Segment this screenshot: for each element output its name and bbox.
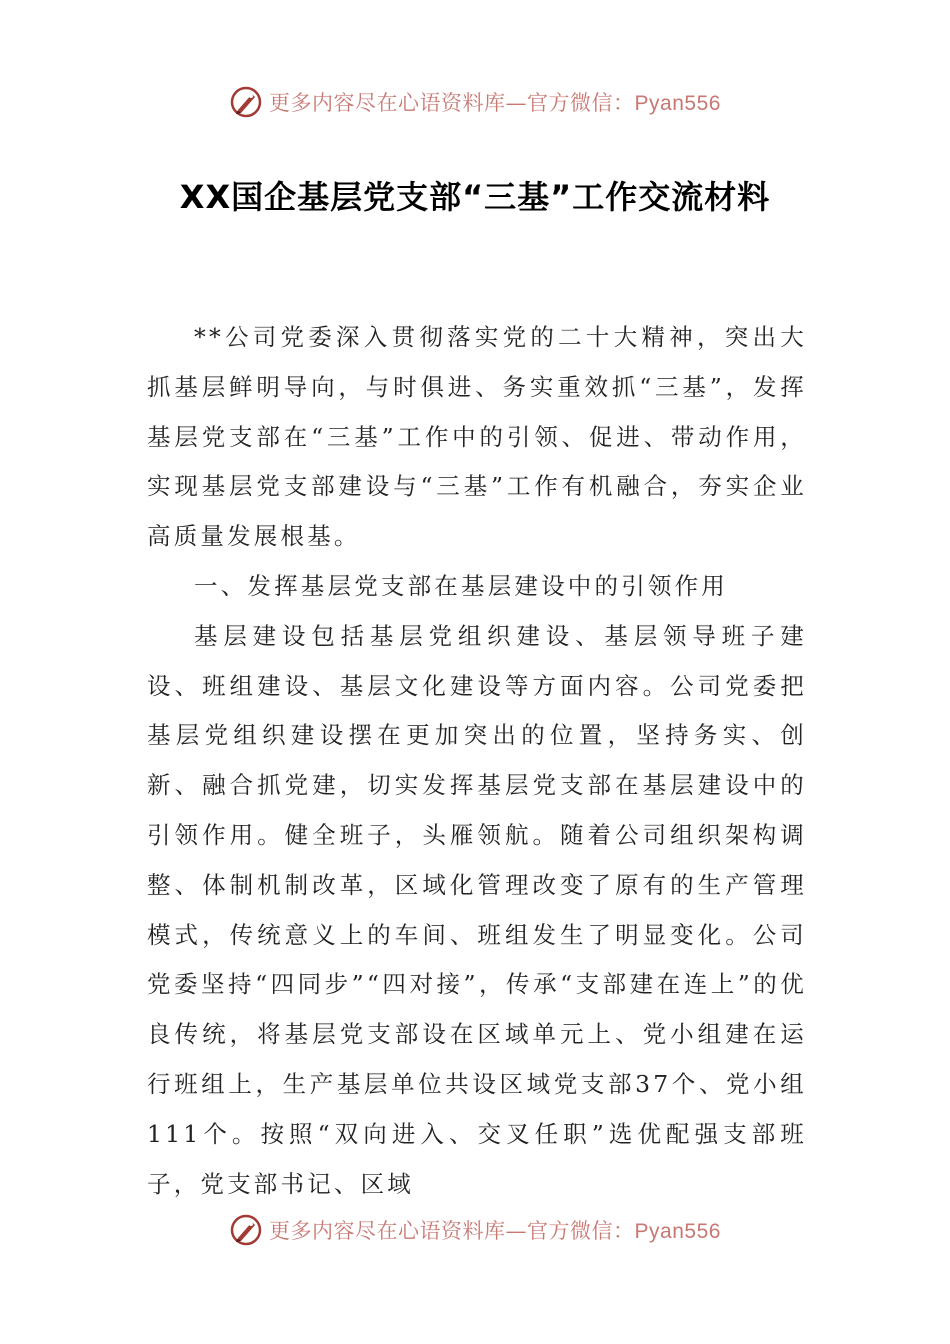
footer-watermark <box>0 1210 950 1250</box>
watermark-account: Pyan556 <box>634 92 721 115</box>
document-body <box>147 313 807 1209</box>
pen-logo-icon <box>229 1213 263 1247</box>
header-watermark <box>0 82 950 122</box>
watermark-account: Pyan556 <box>634 1220 721 1243</box>
document-title: XX国企基层党支部“三基”工作交流材料 <box>179 178 771 216</box>
watermark-text: 更多内容尽在心语资料库—官方微信：Pyan556 <box>269 91 721 115</box>
pen-logo-icon <box>229 85 263 119</box>
section-heading: 一、发挥基层党支部在基层建设中的引领作用 <box>194 571 728 600</box>
watermark-text: 更多内容尽在心语资料库—官方微信：Pyan556 <box>269 1219 721 1243</box>
paragraph-body: 基层建设包括基层党组织建设、基层领导班子建设、班组建设、基层文化建设等方面内容。公司党委把基层党组织建设摆在更加突出的位置，坚持务实、创新、融合抓党建，切实发挥基层党支部在基层建设中的引领作用。健全班子，头雁领航。随着公司组织架构调整、体制机制改革，区域化管理改变了原有的生产管理模式，传统意义上的车间、班组发生了明显变化。公司党委坚持“四同步”“四对接”，传承“支部建在连上”的优良传统，将基层党支部设在区域单元上、党小组建在运行班组上，生产基层单位共设区域党支部37个、党小组111个。按照“双向进入、交叉任职”选优配强支部班子，党支部书记、区域 <box>147 621 807 1198</box>
paragraph-intro: **公司党委深入贯彻落实党的二十大精神，突出大抓基层鲜明导向，与时俱进、务实重效抓“三基”，发挥基层党支部在“三基”工作中的引领、促进、带动作用，实现基层党支部建设与“三基”工作有机融合，夯实企业高质量发展根基。 <box>147 323 807 551</box>
